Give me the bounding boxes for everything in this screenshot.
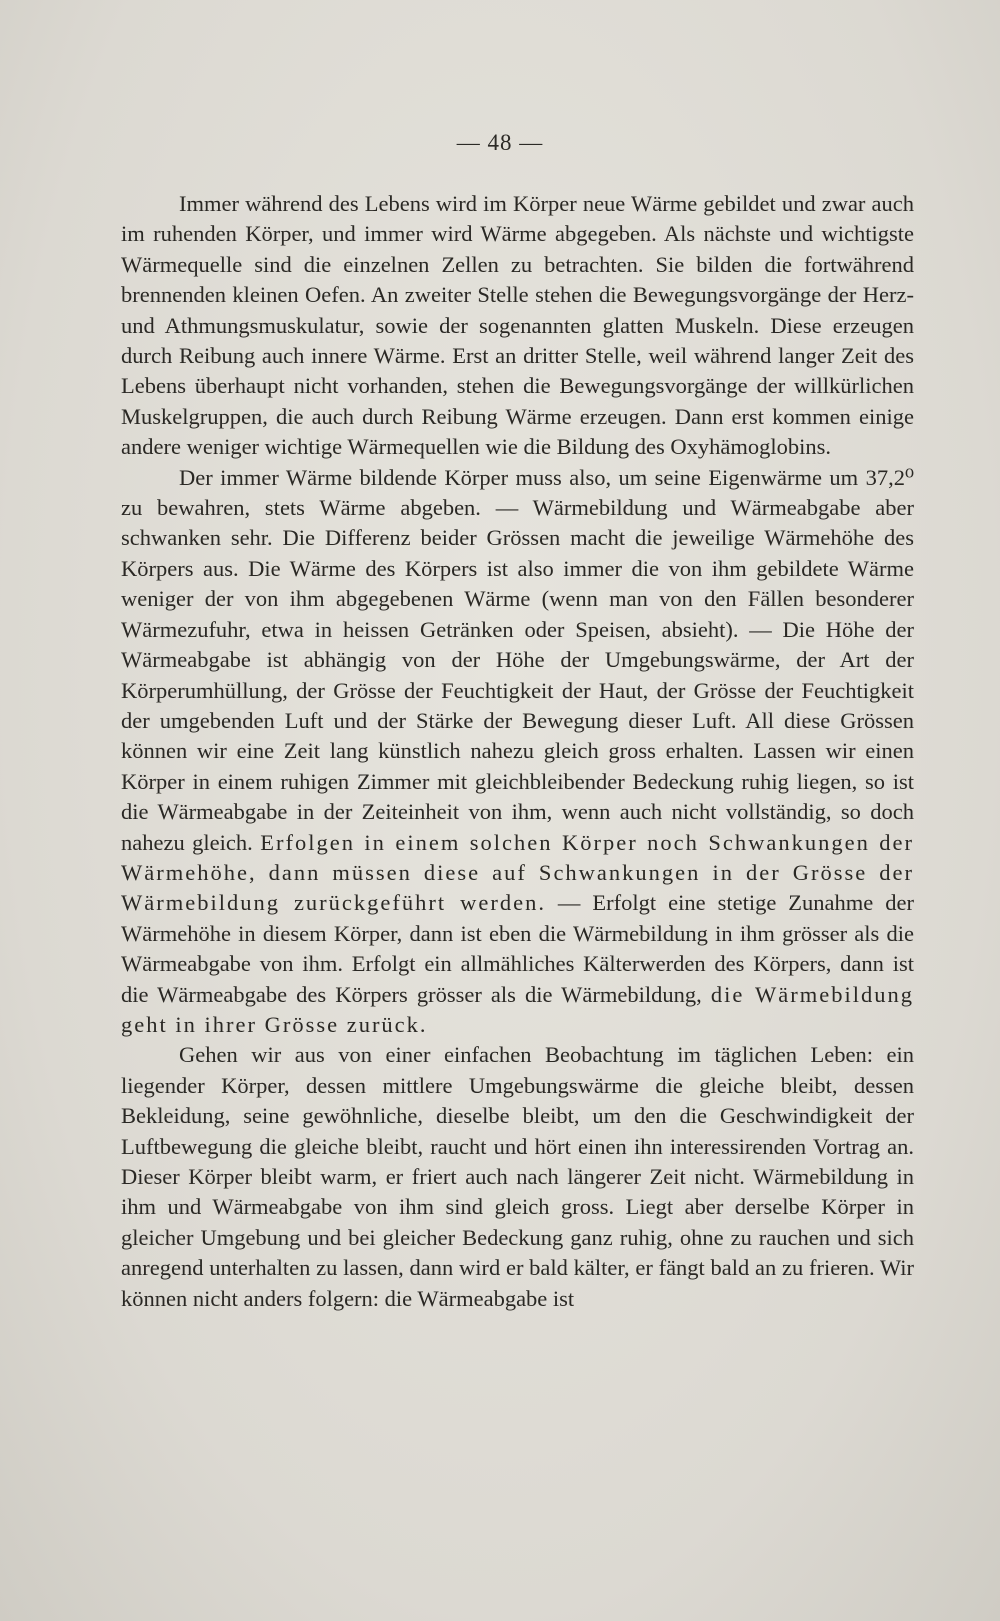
body-text (121, 189, 914, 1314)
paragraph-2-part-2: — Erfolgt eine stetige Zunahme der Wärmehöhe in diesem Körper, dann ist eben die Wärmebildung in ihm grösser als die Wärmeabgabe von ihm. Erfolgt ein allmähliches Kälterwerden des Körpers, dann ist die Wärmeabgabe des Körpers grösser als die Wärmebildung, (121, 890, 914, 1007)
paragraph-1: Immer während des Lebens wird im Körper neue Wärme gebildet und zwar auch im ruhenden Körper, und immer wird Wärme abgegeben. Als nächste und wichtigste Wärmequelle sind die einzelnen Zellen zu betrachten. Sie bilden die fortwährend brennenden kleinen Oefen. An zweiter Stelle stehen die Bewegungsvorgänge der Herz- und Athmungsmuskulatur, sowie der sogenannten glatten Muskeln. Diese erzeugen durch Reibung auch innere Wärme. Erst an dritter Stelle, weil während langer Zeit des Lebens überhaupt nicht vorhanden, stehen die Bewegungsvorgänge der willkürlichen Muskelgruppen, die auch durch Reibung Wärme erzeugen. Dann erst kommen einige andere weniger wichtige Wärmequellen wie die Bildung des Oxyhämoglobins. (121, 191, 914, 460)
emphasized-text-1: Erfolgen in einem solchen Körper noch Schwankungen der Wärmehöhe, dann müssen diese auf Schwankungen in der Grösse der Wärmebildung zurückgeführt werden. (121, 829, 915, 916)
paragraph-3: Gehen wir aus von einer einfachen Beobachtung im täglichen Leben: ein liegender Körper, dessen mittlere Umgebungswärme die gleiche bleibt, dessen Bekleidung, seine gewöhnliche, dieselbe bleibt, um den die Geschwindigkeit der Luftbewegung die gleiche bleibt, raucht und hört einen ihn interessirenden Vortrag an. Dieser Körper bleibt warm, er friert auch nach längerer Zeit nicht. Wärmebildung in ihm und Wärmeabgabe von ihm sind gleich gross. Liegt aber derselbe Körper in gleicher Umgebung und bei gleicher Bedeckung ganz ruhig, ohne zu rauchen und sich anregend unterhalten zu lassen, dann wird er bald kälter, er fängt bald an zu frieren. Wir können nicht anders folgern: die Wärmeabgabe ist (121, 1042, 914, 1311)
paragraph-2 (121, 463, 914, 1041)
page-number: — 48 — (456, 130, 544, 155)
emphasized-text-2: die Wärmebildung geht in ihrer Grösse zurück. (121, 981, 914, 1037)
paragraph-2-part-1: Der immer Wärme bildende Körper muss also, um seine Eigenwärme um 37,2⁰ zu bewahren, stets Wärme abgeben. — Wärmebildung und Wärmeabgabe aber schwanken sehr. Die Differenz beider Grössen macht die jeweilige Wärmehöhe des Körpers aus. Die Wärme des Körpers ist also immer die von ihm gebildete Wärme weniger der von ihm abgegebenen Wärme (wenn man von den Fällen besonderer Wärmezufuhr, etwa in heissen Getränken oder Speisen, absieht). — Die Höhe der Wärmeabgabe ist abhängig von der Höhe der Umgebungswärme, der Art der Körperumhüllung, der Grösse der Feuchtigkeit der Haut, der Grösse der Feuchtigkeit der umgebenden Luft und der Stärke der Bewegung dieser Luft. All diese Grössen können wir eine Zeit lang künstlich nahezu gleich gross erhalten. Lassen wir einen Körper in einem ruhigen Zimmer mit gleichbleibender Bedeckung ruhig liegen, so ist die Wärmeabgabe in der Zeiteinheit von ihm, wenn auch nicht vollständig, so doch nahezu gleich. (121, 464, 914, 855)
